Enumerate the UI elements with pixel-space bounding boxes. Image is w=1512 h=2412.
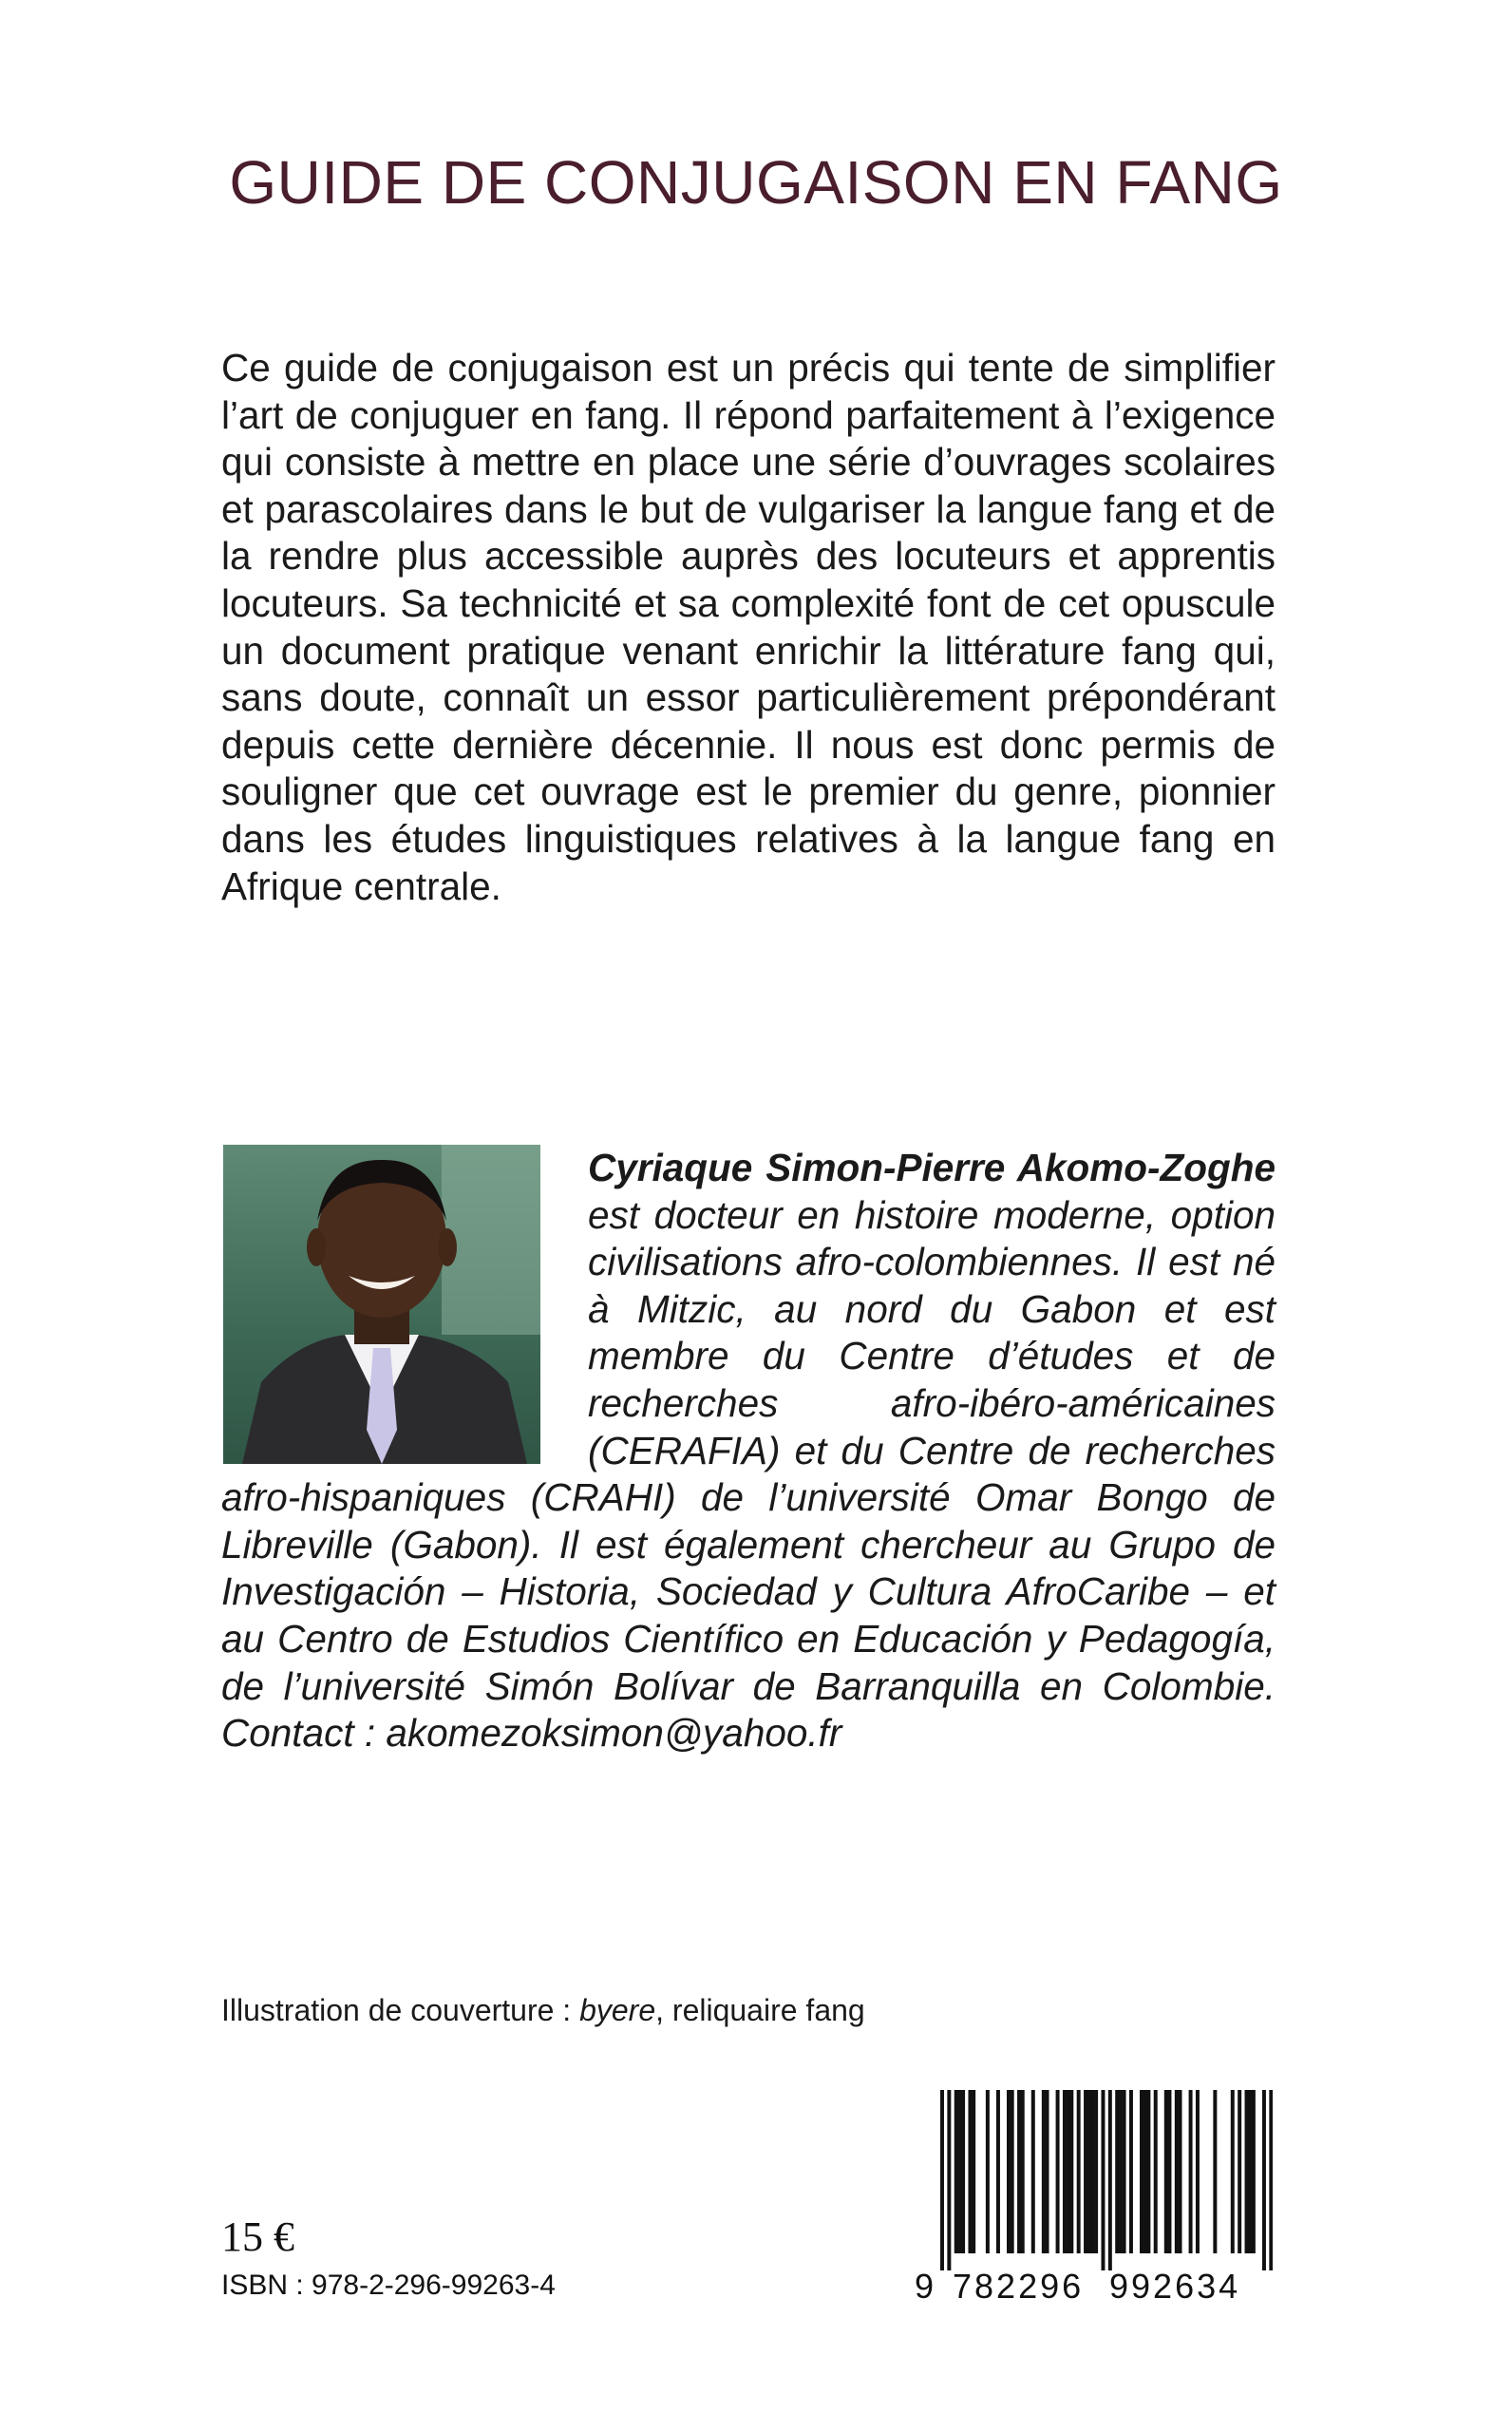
barcode-bar [1189,2090,1193,2253]
barcode-bar [1046,2090,1049,2253]
barcode-digits-left: 782296 [953,2267,1085,2306]
barcode-bar [1063,2090,1067,2253]
barcode-bar [1077,2090,1081,2253]
barcode-bar [1179,2090,1182,2253]
barcode-bar [1069,2090,1073,2253]
author-bio-section [221,1145,1276,1757]
barcode [940,2090,1273,2346]
barcode-bar [1115,2090,1119,2253]
barcode-bar [996,2090,1000,2253]
barcode-bar [1129,2090,1133,2253]
barcode-bar [1021,2090,1025,2253]
barcode-bar [1087,2090,1091,2253]
barcode-bar [1101,2090,1105,2270]
barcode-bar [1248,2090,1252,2253]
credit-suffix: , reliquaire fang [655,1993,865,2027]
barcode-bar [1031,2090,1035,2253]
barcode-bar [1175,2090,1179,2253]
barcode-bar [1007,2090,1011,2253]
barcode-bar [1231,2090,1235,2253]
barcode-bar [1146,2090,1150,2253]
barcode-bar [1067,2090,1070,2253]
barcode-bar [940,2090,944,2270]
barcode-bar [986,2090,990,2253]
barcode-digit-lead: 9 [915,2267,937,2306]
barcode-bar [1119,2090,1123,2253]
barcode-bar [1017,2090,1021,2253]
barcode-bar [1154,2090,1158,2253]
barcode-bar [972,2090,975,2253]
barcode-bar [1140,2090,1143,2253]
cover-illustration-credit [221,1993,865,2028]
barcode-digits-right: 992634 [1109,2267,1241,2306]
barcode-bar [1262,2090,1266,2270]
barcode-bar [1164,2090,1168,2253]
barcode-bar [1143,2090,1147,2253]
barcode-bar [1056,2090,1060,2253]
barcode-bar [1123,2090,1126,2253]
barcode-bar [947,2090,951,2270]
barcode-bar [1011,2090,1014,2253]
author-bio-text: est docteur en histoire moderne, option civilisations afro-colombiennes. Il est né à Mitzic, au nord du Gabon et est membre du Centre d’études et de recherches afro-ibéro-américaines (CERAFIA) et du Centre de recherches afro-hispaniques (CRAHI) de l’université Omar Bongo de Libreville (Gabon). Il est également chercheur au Grupo de Investigación – Historia, Sociedad y Cultura AfroCaribe – et au Centro de Estudios Científico en Educación y Pedagogía, de l’université Simón Bolívar de Barranquilla en Colombie. Contact : akomezoksimon@yahoo.fr [221,1192,1276,1756]
author-photo [223,1145,540,1464]
credit-title: byere [579,1993,656,2027]
barcode-bar [1090,2090,1094,2253]
author-name: Cyriaque Simon-Pierre Akomo-Zoghe [588,1146,1276,1189]
barcode-bar [1213,2090,1217,2253]
barcode-bar [1084,2090,1087,2253]
isbn: ISBN : 978-2-296-99263-4 [221,2270,556,2301]
barcode-bar [968,2090,972,2253]
barcode-bar [1269,2090,1273,2270]
barcode-bar [1252,2090,1256,2253]
barcode-bar [1042,2090,1046,2253]
book-description: Ce guide de conjugaison est un précis qui tente de simplifier l’art de conjuguer en fang. Il répond parfaitement à l’exigence qui consiste à mettre en place une série d’ouvrages scolaires et parascolaires dans le but de vulgariser la langue fang et de la rendre plus accessible auprès des locuteurs et apprentis locuteurs. Sa technicité et sa complexité font de cet opuscule un document pratique venant enrichir la littérature fang qui, sans doute, connaît un essor particulièrement prépondérant depuis cette dernière décennie. Il nous est donc permis de souligner que cet ouvrage est le premier du genre, pionnier dans les études linguistiques relatives à la langue fang en Afrique centrale. [221,346,1276,908]
barcode-bar [954,2090,958,2253]
barcode-bar [1108,2090,1112,2270]
barcode-bar [1196,2090,1200,2253]
barcode-bar [1167,2090,1171,2253]
barcode-bar [1238,2090,1241,2253]
barcode-bar [961,2090,965,2253]
book-title: GUIDE DE CONJUGAISON EN FANG [229,148,1283,217]
barcode-bar [1094,2090,1098,2253]
credit-prefix: Illustration de couverture : [221,1993,580,2027]
price: 15 € [221,2213,294,2260]
barcode-bar [957,2090,961,2253]
barcode-bar [1245,2090,1249,2253]
